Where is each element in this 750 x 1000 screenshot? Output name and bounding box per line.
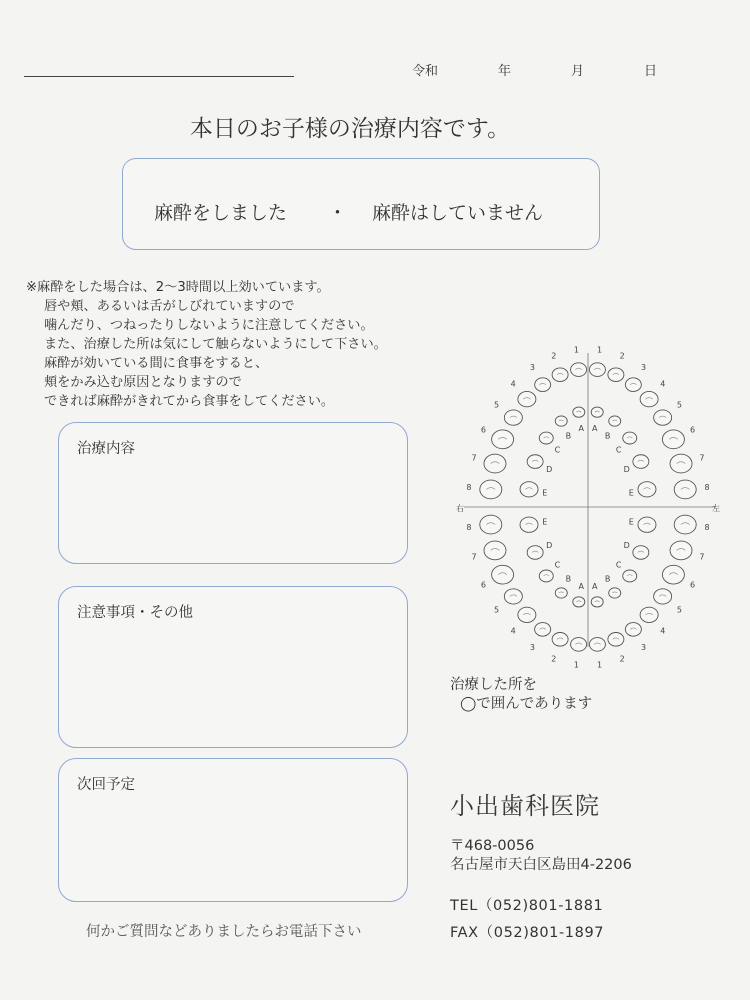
permanent-tooth[interactable] (518, 607, 536, 622)
tooth-label: 3 (529, 643, 536, 653)
treated-note-line2: ◯で囲んであります (460, 696, 593, 712)
note-line: できれば麻酔がきれてから食事をしてください。 (44, 394, 335, 409)
primary-tooth[interactable] (591, 407, 603, 417)
tooth-label: B (604, 431, 611, 441)
chart-left-marker: 左 (712, 504, 720, 513)
permanent-tooth[interactable] (625, 378, 641, 392)
tooth-label: 8 (466, 523, 472, 533)
permanent-tooth[interactable] (480, 480, 502, 499)
permanent-tooth[interactable] (589, 638, 605, 652)
primary-tooth[interactable] (633, 455, 649, 469)
tooth-label: 3 (529, 362, 536, 372)
tooth-label: E (628, 517, 634, 527)
treatment-label: 治療内容 (77, 441, 135, 457)
permanent-tooth[interactable] (608, 368, 624, 382)
tooth-label: 8 (704, 482, 710, 492)
tooth-label: 6 (480, 580, 486, 590)
primary-tooth[interactable] (539, 432, 553, 444)
permanent-tooth[interactable] (640, 607, 658, 622)
permanent-tooth[interactable] (640, 391, 658, 406)
tooth-label: 3 (640, 362, 647, 372)
primary-tooth[interactable] (527, 455, 543, 469)
permanent-tooth[interactable] (492, 565, 514, 584)
permanent-tooth[interactable] (670, 541, 692, 560)
permanent-tooth[interactable] (535, 623, 551, 637)
patient-name-line[interactable] (24, 76, 294, 77)
tooth-label: 4 (510, 379, 516, 389)
tooth-label: 4 (660, 379, 666, 389)
permanent-tooth[interactable] (674, 480, 696, 499)
tooth-label: 4 (660, 626, 666, 636)
tooth-label: B (604, 574, 611, 584)
permanent-tooth[interactable] (535, 378, 551, 392)
primary-tooth[interactable] (638, 482, 656, 497)
permanent-tooth[interactable] (654, 410, 672, 425)
primary-tooth[interactable] (623, 432, 637, 444)
primary-tooth[interactable] (573, 597, 585, 607)
note-line: 頬をかみ込む原因となりますので (44, 375, 242, 390)
tooth-label: A (592, 582, 598, 592)
tooth-label: 4 (510, 626, 516, 636)
primary-tooth[interactable] (573, 407, 585, 417)
tooth-label: C (554, 445, 561, 455)
treated-note (450, 676, 592, 714)
permanent-tooth[interactable] (670, 454, 692, 473)
tooth-label: 2 (619, 351, 625, 361)
footer-message: 何かご質問などありましたらお電話下さい (86, 924, 362, 940)
tooth-chart[interactable] (450, 345, 730, 670)
tooth-label: B (565, 574, 572, 584)
tooth-label: A (578, 582, 584, 592)
permanent-tooth[interactable] (571, 363, 587, 377)
tooth-label: B (565, 431, 572, 441)
tooth-label: 2 (551, 654, 557, 664)
clinic-tel[interactable]: TEL（052)801-1881 (450, 898, 604, 914)
primary-tooth[interactable] (609, 416, 621, 426)
primary-tooth[interactable] (527, 546, 543, 560)
permanent-tooth[interactable] (625, 623, 641, 637)
clinic-fax: FAX（052)801-1897 (450, 925, 605, 941)
note-line: また、治療した所は気にして触らないようにして下さい。 (44, 337, 387, 352)
permanent-tooth[interactable] (504, 589, 522, 604)
tooth-label: 1 (596, 345, 603, 355)
permanent-tooth[interactable] (654, 589, 672, 604)
tooth-label: E (542, 488, 548, 498)
treated-note-line1: 治療した所を (450, 677, 537, 693)
tooth-label: 8 (704, 523, 710, 533)
primary-tooth[interactable] (633, 546, 649, 560)
date-month-label: 月 (571, 64, 585, 79)
permanent-tooth[interactable] (518, 391, 536, 406)
primary-tooth[interactable] (520, 482, 538, 497)
primary-tooth[interactable] (638, 517, 656, 532)
permanent-tooth[interactable] (662, 565, 684, 584)
next-appointment-label: 次回予定 (77, 777, 135, 793)
tooth-label: 5 (494, 605, 500, 615)
chart-right-marker: 右 (456, 504, 464, 513)
tooth-label: 6 (690, 580, 696, 590)
clinic-name: 小出歯科医院 (450, 792, 600, 820)
clinic-postal: 〒468-0056 (450, 838, 535, 854)
permanent-tooth[interactable] (552, 368, 568, 382)
treatment-section[interactable] (58, 422, 408, 564)
primary-tooth[interactable] (539, 570, 553, 582)
tooth-label: 5 (494, 400, 500, 410)
tooth-label: 5 (676, 400, 682, 410)
page-title: 本日のお子様の治療内容です。 (189, 116, 511, 142)
permanent-tooth[interactable] (674, 515, 696, 534)
tooth-label: 2 (551, 351, 557, 361)
permanent-tooth[interactable] (480, 515, 502, 534)
note-line: 噛んだり、つねったりしないように注意してください。 (44, 318, 374, 333)
permanent-tooth[interactable] (504, 410, 522, 425)
permanent-tooth[interactable] (484, 541, 506, 560)
tooth-label: 6 (480, 425, 486, 435)
anesthesia-separator: ・ (328, 202, 348, 224)
tooth-label: 7 (471, 453, 477, 463)
anesthesia-notes (26, 278, 387, 411)
permanent-tooth[interactable] (662, 430, 684, 449)
tooth-label: C (615, 560, 622, 570)
tooth-label: D (623, 540, 630, 550)
note-line: ※麻酔をした場合は、2～3時間以上効いています。 (26, 280, 330, 295)
tooth-label: 1 (573, 660, 580, 670)
tooth-label: A (592, 423, 598, 433)
primary-tooth[interactable] (520, 517, 538, 532)
anesthesia-yes-option[interactable]: 麻酔をしました (154, 202, 288, 224)
permanent-tooth[interactable] (608, 632, 624, 646)
tooth-label: C (554, 560, 561, 570)
anesthesia-no-option[interactable]: 麻酔はしていません (372, 202, 544, 224)
permanent-tooth[interactable] (571, 638, 587, 652)
note-line: 唇や頬、あるいは舌がしびれていますので (44, 299, 295, 314)
tooth-label: E (628, 488, 634, 498)
chart-axes (464, 353, 716, 647)
tooth-label: 7 (699, 552, 705, 562)
tooth-label: D (546, 540, 553, 550)
note-line: 麻酔が効いている間に食事をすると、 (44, 356, 269, 371)
tooth-label: 1 (573, 345, 580, 355)
tooth-label: 2 (619, 654, 625, 664)
tooth-label: A (578, 423, 584, 433)
primary-tooth[interactable] (555, 588, 567, 598)
tooth-label: 8 (466, 482, 472, 492)
clinic-address: 名古屋市天白区島田4-2206 (450, 857, 632, 873)
tooth-label: 3 (640, 643, 647, 653)
permanent-tooth[interactable] (484, 454, 506, 473)
tooth-label: 1 (596, 660, 603, 670)
date-day-label: 日 (644, 64, 658, 79)
permanent-tooth[interactable] (492, 430, 514, 449)
tooth-label: 7 (699, 453, 705, 463)
cautions-label: 注意事項・その他 (77, 605, 193, 621)
tooth-label: D (546, 465, 553, 475)
permanent-tooth[interactable] (552, 632, 568, 646)
primary-tooth[interactable] (623, 570, 637, 582)
date-era: 令和 (412, 64, 439, 79)
tooth-label: E (542, 517, 548, 527)
tooth-label: 6 (690, 425, 696, 435)
primary-tooth[interactable] (555, 416, 567, 426)
tooth-label: 5 (676, 605, 682, 615)
date-year-label: 年 (498, 64, 512, 79)
primary-tooth[interactable] (609, 588, 621, 598)
tooth-label: C (615, 445, 622, 455)
tooth-label: D (623, 465, 630, 475)
next-appointment-section[interactable] (58, 758, 408, 902)
primary-tooth[interactable] (591, 597, 603, 607)
cautions-section[interactable] (58, 586, 408, 748)
tooth-label: 7 (471, 552, 477, 562)
permanent-tooth[interactable] (589, 363, 605, 377)
